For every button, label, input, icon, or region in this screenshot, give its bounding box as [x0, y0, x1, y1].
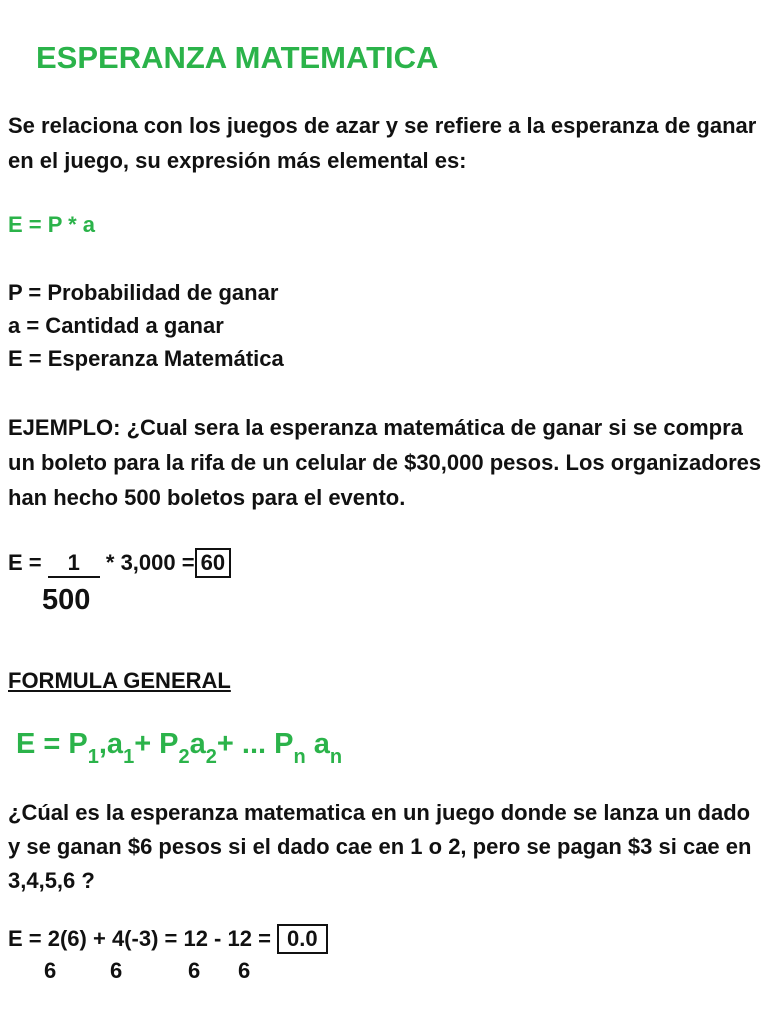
example-result-box: 60 — [195, 548, 231, 578]
definition-a: a = Cantidad a ganar — [8, 313, 224, 338]
question-calculation — [8, 924, 328, 954]
example-lhs: E = — [8, 550, 42, 575]
gf-subscript: 1 — [123, 746, 135, 768]
gf-part: ,a — [98, 728, 124, 760]
gf-part: a — [305, 728, 330, 760]
example-factor: * 3,000 — [105, 550, 176, 575]
definition-p: P = Probabilidad de ganar — [8, 280, 279, 305]
gf-part: E = P — [16, 728, 88, 760]
example-equals: = — [181, 550, 195, 575]
denominator-2: 6 — [110, 958, 123, 983]
question-expression: E = 2(6) + 4(-3) = 12 - 12 = — [8, 926, 271, 951]
example-calculation — [8, 548, 231, 578]
denominator-3: 6 — [188, 958, 201, 983]
gf-subscript: 1 — [87, 746, 99, 768]
denominator-1: 6 — [44, 958, 57, 983]
example-paragraph: EJEMPLO: ¿Cual sera la esperanza matemática de ganar si se compra un boleto para la rifa de un celular de $30,000 pesos. Los organizadores han hecho 500 boletos para el evento. — [8, 415, 762, 510]
question-result-box: 0.0 — [277, 924, 328, 954]
gf-subscript: 2 — [205, 746, 217, 768]
gf-subscript: n — [329, 746, 343, 768]
definition-e: E = Esperanza Matemática — [8, 346, 284, 371]
gf-subscript: 2 — [178, 746, 190, 768]
page-title: ESPERANZA MATEMATICA — [36, 40, 439, 75]
gf-subscript: n — [293, 746, 306, 768]
general-formula — [16, 728, 342, 769]
general-formula-heading: FORMULA GENERAL — [8, 668, 231, 693]
gf-part: a — [189, 728, 206, 760]
intro-paragraph: Se relaciona con los juegos de azar y se refiere a la esperanza de ganar en el juego, su expresión más elemental es: — [8, 113, 757, 173]
question-paragraph: ¿Cúal es la esperanza matematica en un juego donde se lanza un dado y se ganan $6 pesos si el dado cae en 1 o 2, pero se pagan $3 si cae en 3,4,5,6 ? — [8, 800, 752, 893]
fraction-numerator: 1 — [48, 550, 100, 578]
fraction-denominator: 500 — [42, 584, 91, 616]
gf-part: + P — [134, 728, 179, 760]
basic-formula: E = P * a — [8, 212, 96, 237]
denominator-4: 6 — [238, 958, 251, 983]
gf-part: + ... P — [216, 728, 294, 760]
